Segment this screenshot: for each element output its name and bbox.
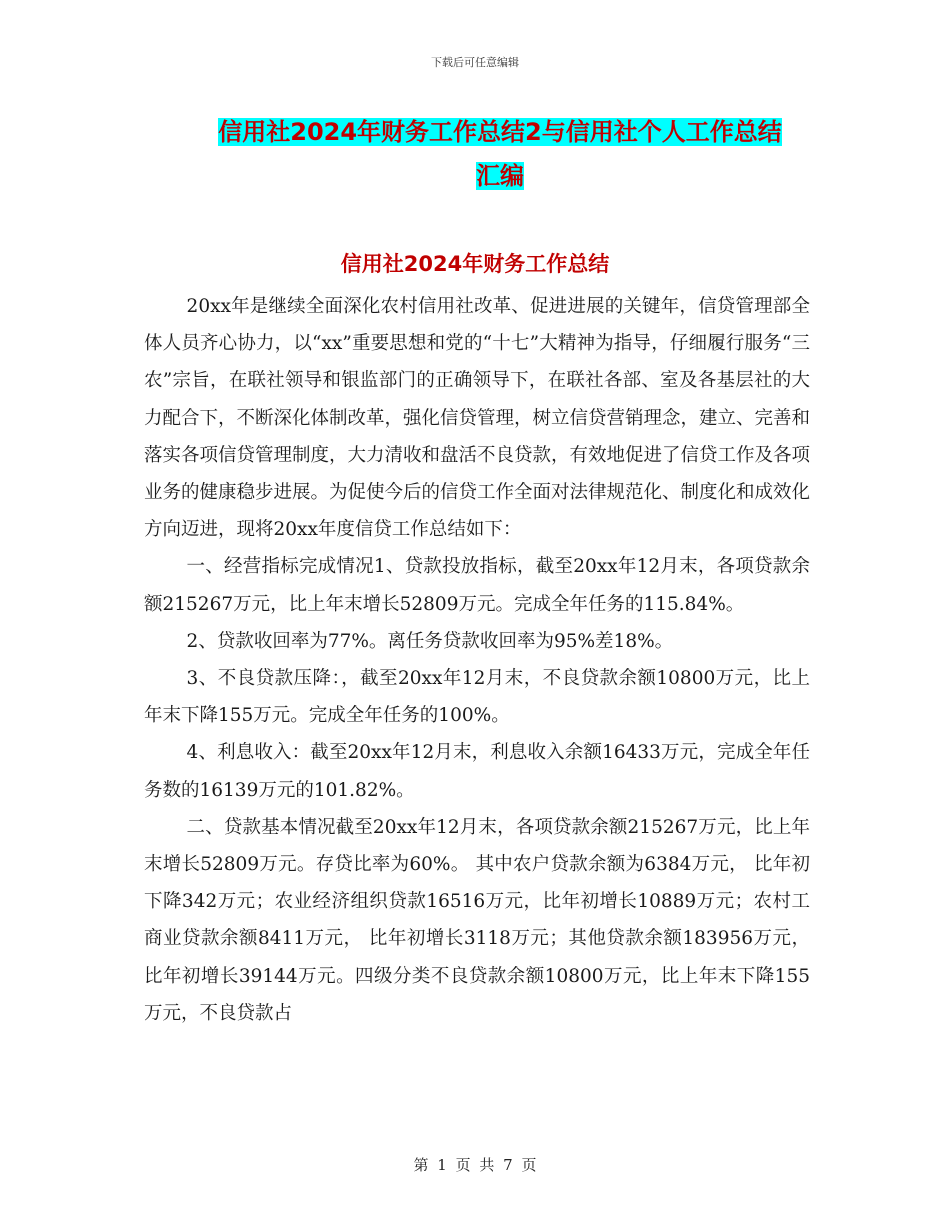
section-title: 信用社2024年财务工作总结 <box>340 252 610 276</box>
document-title-line-2: 汇编 <box>476 162 524 190</box>
body-paragraph: 4、利息收入：截至20xx年12月末，利息收入余额16433万元，完成全年任务数的16139万元的101.82%。 <box>144 742 810 801</box>
page-footer: 第 1 页 共 7 页 <box>413 1156 537 1174</box>
body-paragraph: 2、贷款收回率为77%。离任务贷款收回率为95%差18%。 <box>186 630 674 652</box>
document-body <box>144 288 810 1032</box>
body-paragraph: 二、贷款基本情况截至20xx年12月末，各项贷款余额215267万元，比上年末增长52809万元。存贷比率为60%。 其中农户贷款余额为6384万元， 比年初下降342万元；农业经济组织贷款16516万元，比年初增长10889万元；农村工商业贷款余额8411万元， 比年初增长3118万元；其他贷款余额183956万元， 比年初增长39144万元。四级分类不良贷款余额10800万元，比上年末下降155万元，不良贷款占 <box>144 816 810 1024</box>
body-paragraph: 一、经营指标完成情况1、贷款投放指标，截至20xx年12月末，各项贷款余额215267万元，比上年末增长52809万元。完成全年任务的115.84%。 <box>144 556 810 615</box>
body-paragraph: 20xx年是继续全面深化农村信用社改革、促进进展的关键年，信贷管理部全体人员齐心协力，以“xx”重要思想和党的“十七”大精神为指导，仔细履行服务“三农”宗旨，在联社领导和银监部门的正确领导下，在联社各部、室及各基层社的大力配合下，不断深化体制改革，强化信贷管理，树立信贷营销理念，建立、完善和落实各项信贷管理制度，大力清收和盘活不良贷款，有效地促进了信贷工作及各项业务的健康稳步进展。为促使今后的信贷工作全面对法律规范化、制度化和成效化方向迈进，现将20xx年度信贷工作总结如下： <box>144 296 811 541</box>
body-paragraph: 3、不良贷款压降：，截至20xx年12月末，不良贷款余额10800万元，比上年末下降155万元。完成全年任务的100%。 <box>144 668 810 727</box>
document-title-line-1: 信用社2024年财务工作总结2与信用社个人工作总结 <box>218 118 782 146</box>
header-note: 下载后可任意编辑 <box>431 56 519 69</box>
document-title <box>150 110 850 198</box>
